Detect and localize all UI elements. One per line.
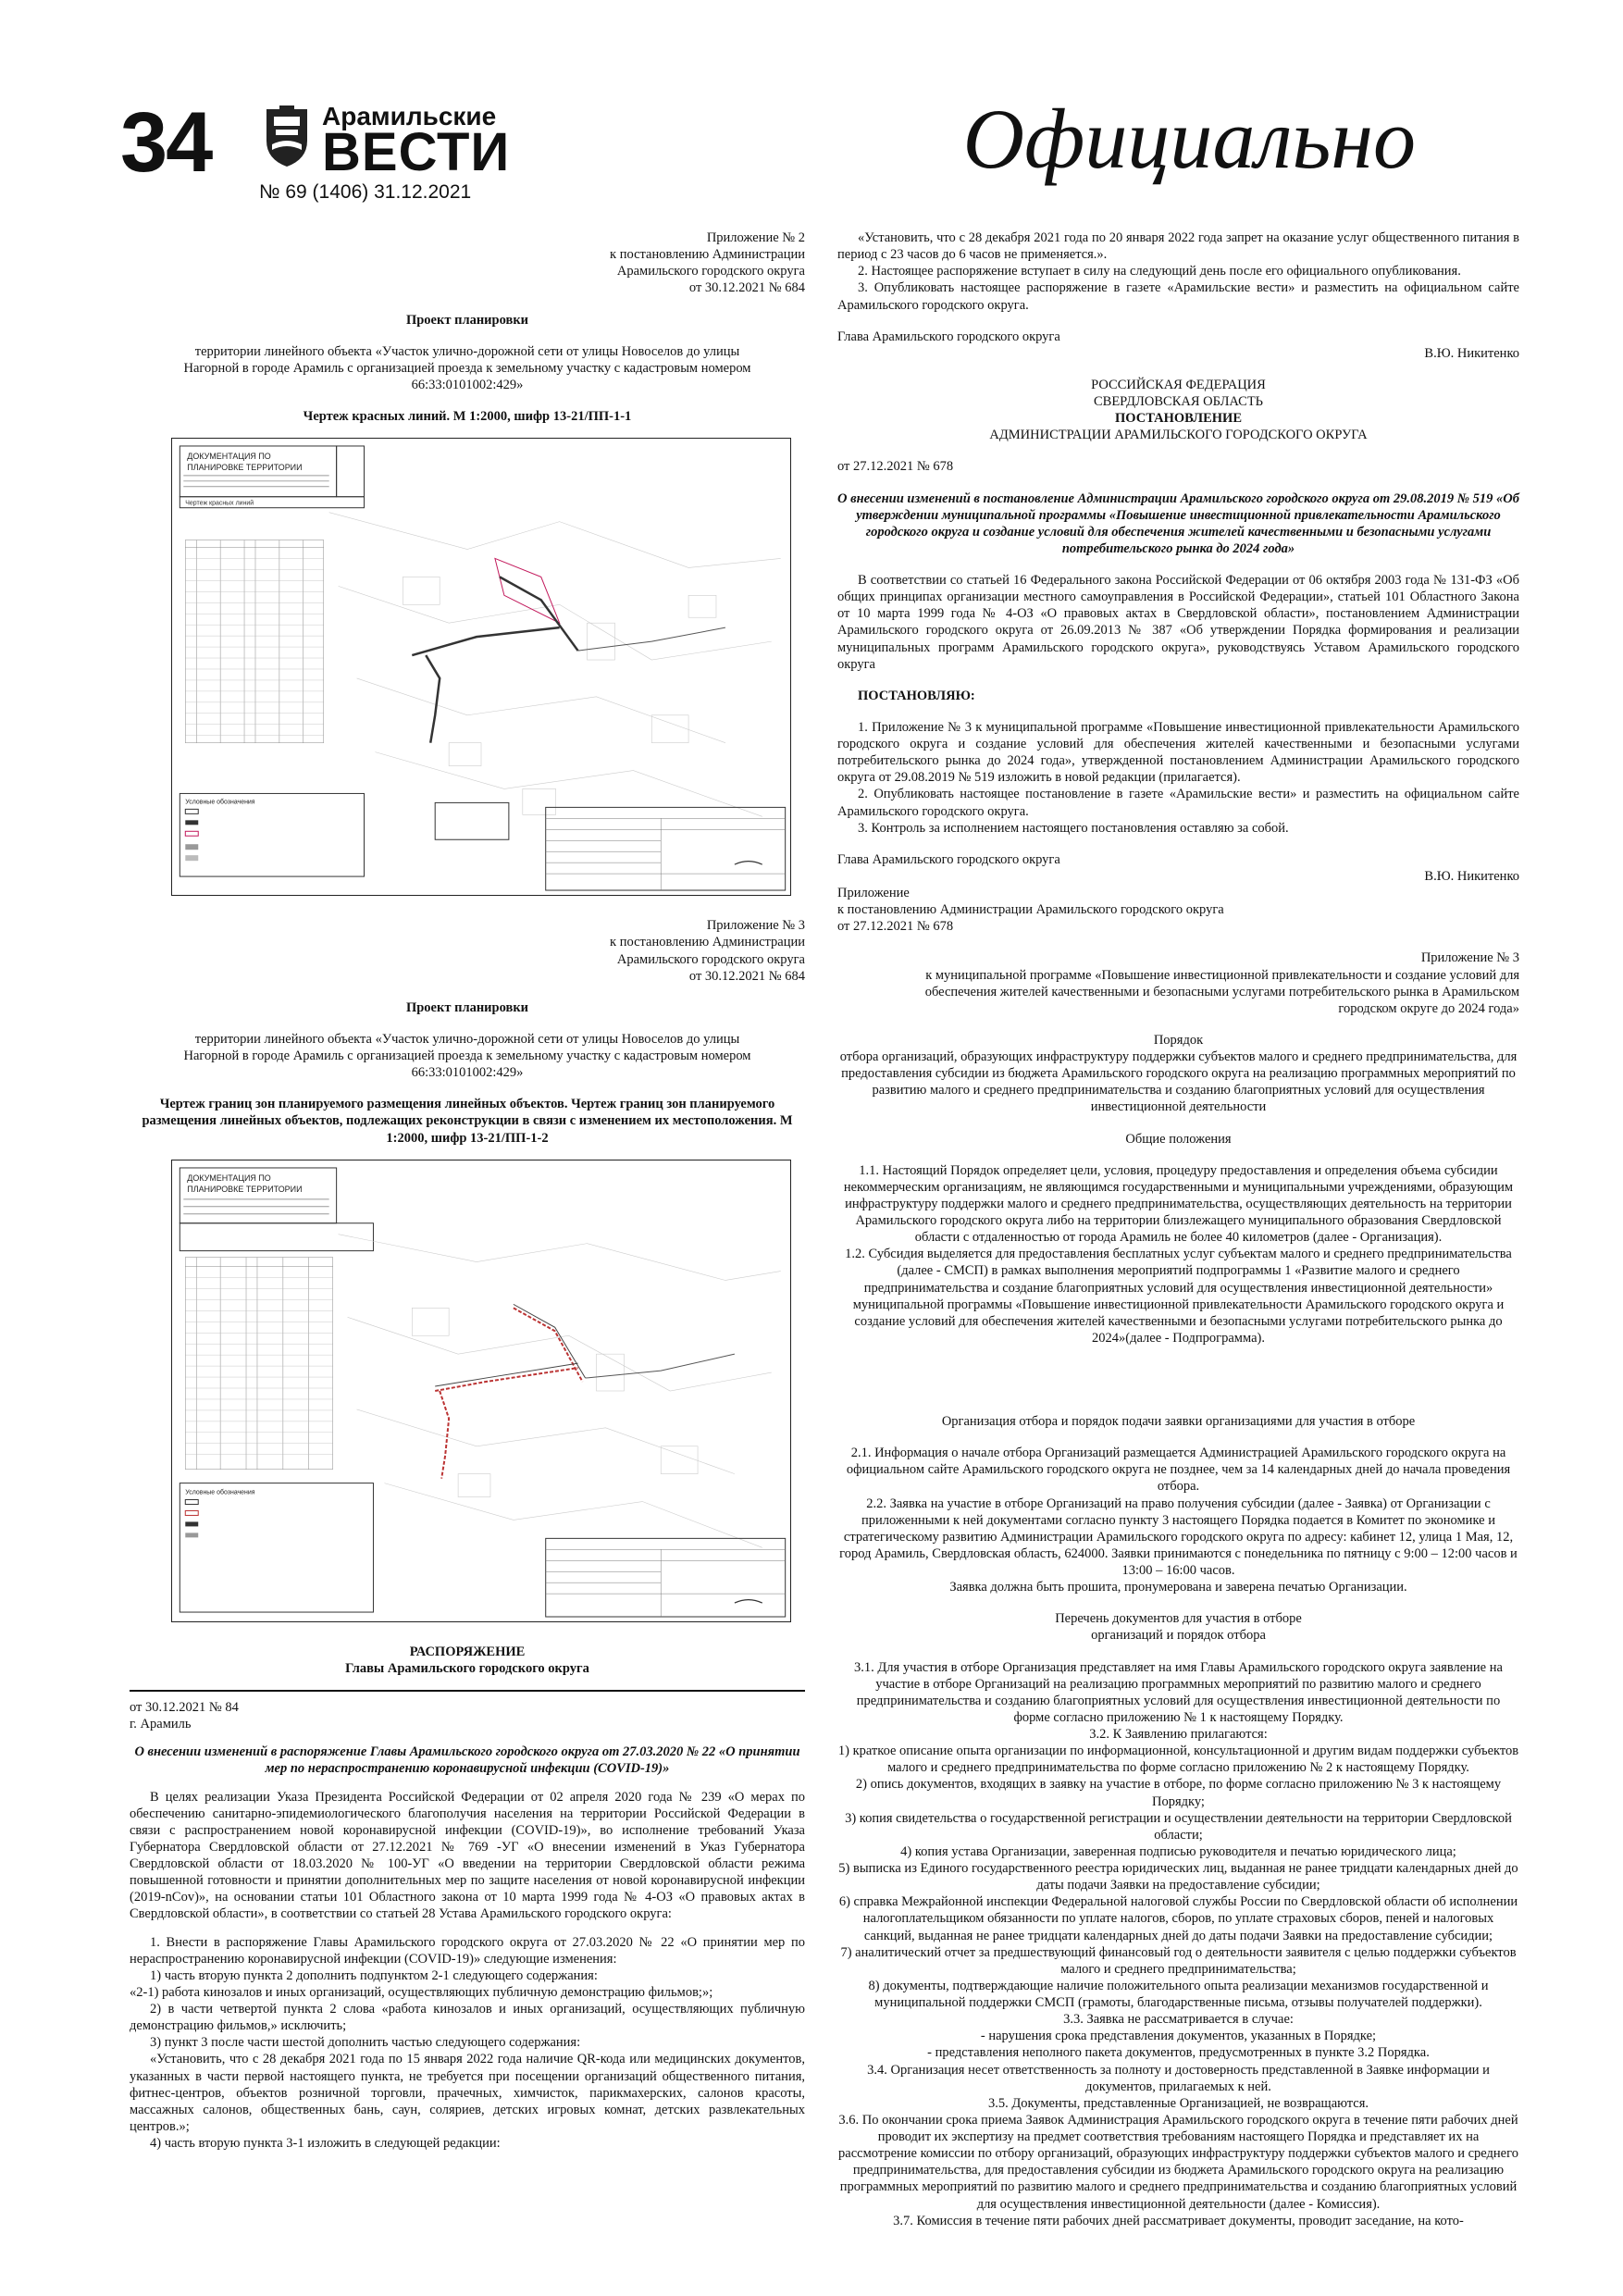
list-item: 6) справка Межрайонной инспекции Федеральной налоговой службы России по Свердловской области об исполнении налогоплательщиком обязанности по уплате налогов, сборов, по уплате страховых сборов, пеней и налоговых санкций, выданная не ранее тридцати календарных дней до даты подачи Заявки на предоставление субсидии; [838, 1894, 1518, 1943]
order-paragraph: В целях реализации Указа Президента Российской Федерации от 02 апреля 2020 года № 239 «О мерах по обеспечению санитарно-эпидемиологического благополучия населения на территории Российской Федерации в связи с распространением новой коронавирусной инфекции (COVID-19)», во исполнение требований Указа Губернатора Свердловской области от 27.12.2021 № 769 -УГ «О внесении изменений в Указ Губернатора Свердловской области от 18.03.2020 № 100-УГ «О введении на территории Свердловской области режима повышенной готовности и принятии дополнительных мер по защите населения от новой коронавирусной инфекции (2019-nCov)», на основании статьи 101 Областного закона от 10 марта 1999 года № 4-ОЗ «О правовых актах в Свердловской области», в соответствии со статьей 28 Устава Арамильского городского округа: [130, 1789, 805, 1922]
order-city: г. Арамиль [130, 1717, 192, 1732]
order-paragraph: 1. Внести в распоряжение Главы Арамильского городского округа от 27.03.2020 № 22 «О принятии мер по нераспространению коронавирусной инфекции (COVID-19)» следующие изменения: [130, 1934, 805, 1967]
appendix-line: Арамильского городского округа [616, 264, 805, 279]
order-paragraph: «Установить, что с 28 декабря 2021 года по 20 января 2022 года запрет на оказание услуг общественного питания в период с 23 часов до 6 часов не применяется.». [837, 230, 1519, 263]
order-paragraph: 3. Опубликовать настоящее распоряжение в газете «Арамильские вести» и разместить на официальном сайте Арамильского городского округа. [837, 280, 1519, 313]
left-column [130, 230, 805, 2152]
appendix-line: к постановлению Администрации [610, 247, 805, 263]
appendix-line: от 30.12.2021 № 684 [688, 280, 805, 296]
legend-title: Условные обозначения [185, 1489, 255, 1496]
organization-title: Организация отбора и порядок подачи заявки организациями для участия в отборе [941, 1414, 1416, 1429]
order-paragraph: 1) часть вторую пункта 2 дополнить подпунктом 2-1 следующего содержания: [150, 1967, 598, 1983]
order-date: от 30.12.2021 № 84 [130, 1700, 239, 1715]
section-paragraph: 3.6. По окончании срока приема Заявок Администрация Арамильского городского округа в течение пяти рабочих дней проводит их экспертизу на предмет соответствия требованиям настоящего Порядка и представляет их на рассмотрение комиссии по отбору организаций, образующих инфраструктуру поддержки субъектов малого и среднего предпринимательства, для предоставления субсидии из бюджета Арамильского городского округа на реализацию программных мероприятий по развитию малого и среднего предпринимательства и созданию благоприятных условий для осуществления инвестиционной деятельности (далее - Комиссия). [838, 2112, 1518, 2212]
general-title: Общие положения [1125, 1131, 1232, 1147]
section-paragraph: 3.7. Комиссия в течение пяти рабочих дней рассматривает документы, проводит заседание, на кото- [893, 2213, 1464, 2228]
order-paragraph: 3) пункт 3 после части шестой дополнить частью следующего содержания: [150, 2035, 581, 2051]
decree-heading: О внесении изменений в постановление Администрации Арамильского городского округа от 29.08.2019 № 519 «Об утверждении муниципальной программы «Повышение инвестиционной привлекательности Арамильского городского округа и создание условий для обеспечения жителей качественными и безопасными услугами потребительского рынка до 2024 года» [837, 490, 1519, 556]
decree-paragraph: 2. Опубликовать настоящее постановление в газете «Арамильские вести» и разместить на официальном сайте Арамильского городского округа. [837, 787, 1519, 819]
project-title-2: Проект планировки [405, 999, 529, 1015]
list-item: - представления неполного пакета документов, предусмотренных в пункте 3.2 Порядка. [927, 2045, 1430, 2061]
project-subtitle: территории линейного объекта «Участок улично-дорожной сети от улицы Новоселов до улицы Нагорной в городе Арамиль с организацией проезда к земельному участку с кадастровым номером 66:33:0101002:429» [183, 343, 751, 392]
stamp-line-1: ДОКУМЕНТАЦИЯ ПО [187, 452, 271, 462]
drawing-2-title: Чертеж границ зон планируемого размещения линейных объектов. Чертеж границ зон планируемого размещения линейных объектов, подлежащих реконструкции в связи с изменением их местоположения. М 1:2000, шифр 13-21/ПП-1-2 [142, 1097, 793, 1146]
appendix-line: Арамильского городского округа [616, 951, 805, 967]
section-paragraph: 2.2. Заявка на участие в отборе Организаций на право получения субсидии (далее - Заявка) от Организации с приложенными к ней документами согласно пункту 3 настоящего Порядка подается в Комитет по экономике и стратегическому развитию Администрации Арамильского городского округа по адресу: кабинет 12, улица 1 Мая, 12, город Арамиль, Свердловская область, 624000. Заявки принимаются с понедельника по пятницу с 9:00 – 12:00 часов и 13:00 – 16:00 часов. [839, 1496, 1518, 1578]
list-item: 2) опись документов, входящих в заявку на участие в отборе, по форме согласно приложению № 3 к настоящему Порядку; [855, 1777, 1502, 1809]
list-item: 3) копия свидетельства о государственной регистрации и осуществлении деятельности на территории Свердловской области; [845, 1810, 1512, 1843]
order-heading: О внесении изменений в распоряжение Главы Арамильского городского округа от 27.03.2020 № 22 «О принятии мер по нераспространению коронавирусной инфекции (COVID-19)» [134, 1744, 800, 1777]
divider [130, 1690, 805, 1692]
order-paragraph: 2) в части четвертой пункта 2 слова «работа кинозалов и иных организаций, осуществляющих публичную демонстрацию фильмов,» исключить; [130, 2002, 805, 2034]
appendix-2-block [130, 230, 805, 297]
list-item: 8) документы, подтверждающие наличие положительного опыта реализации механизмов государственной и муниципальной поддержки СМСП (грамоты, благодарственные письма, отзывы получателей поддержки). [868, 1978, 1489, 2010]
decree-date: от 27.12.2021 № 678 [837, 459, 954, 475]
decree-header-4: АДМИНИСТРАЦИИ АРАМИЛЬСКОГО ГОРОДСКОГО ОКРУГА [989, 428, 1368, 443]
section-paragraph: 2.1. Информация о начале отбора Организаций размещается Администрацией Арамильского городского округа на официальном сайте Арамильского городского округа не позднее, чем за 14 календарных дней до начала проведения отбора. [846, 1446, 1511, 1495]
coat-of-arms-icon [259, 104, 315, 168]
list-item: 5) выписка из Единого государственного реестра юридических лиц, выданная не ранее тридцати календарных дней до даты подачи Заявки на предоставление субсидии; [838, 1861, 1518, 1893]
stamp-line-2: ПЛАНИРОВКЕ ТЕРРИТОРИИ [187, 1184, 303, 1194]
list-item: 4) копия устава Организации, заверенная подписью руководителя и печатью юридического лица; [900, 1843, 1456, 1859]
section-paragraph: 3.3. Заявка не рассматривается в случае: [1063, 2012, 1294, 2028]
red-lines-drawing [171, 438, 791, 896]
section-paragraph: Заявка должна быть прошита, пронумерована и заверена печатью Организации. [949, 1580, 1407, 1595]
decree-header-1: РОССИЙСКАЯ ФЕДЕРАЦИЯ [1091, 377, 1266, 392]
brand-main: ВЕСТИ [322, 122, 511, 182]
appendix-line: к постановлению Администрации [610, 935, 805, 950]
signature-name: В.Ю. Никитенко [1424, 868, 1519, 884]
decree-header-2: СВЕРДЛОВСКАЯ ОБЛАСТЬ [1093, 394, 1264, 409]
brand-top: Арамильские [322, 102, 497, 130]
decree-header-3: ПОСТАНОВЛЕНИЕ [1114, 411, 1242, 427]
right-column [837, 230, 1519, 2229]
stamp-line-1: ДОКУМЕНТАЦИЯ ПО [187, 1173, 271, 1183]
signature-title: Глава Арамильского городского округа [837, 329, 1060, 344]
decree-paragraph: 1. Приложение № 3 к муниципальной программе «Повышение инвестиционной привлекательности Арамильского городского округа и создание условий для обеспечения жителей качественными и безопасными услугами потребительского рынка до 2024 года», утвержденной постановлением Администрации Арамильского городского округа от 29.08.2019 № 519 изложить в новой редакции (прилагается). [837, 719, 1519, 786]
page-number: 34 [120, 95, 212, 190]
appendix-line: от 30.12.2021 № 684 [688, 968, 805, 984]
list-item: 7) аналитический отчет за предшествующий финансовый год о деятельности заявителя с целью поддержки субъектов малого и среднего предпринимательства; [840, 1944, 1517, 1977]
stamp-line-2: ПЛАНИРОВКЕ ТЕРРИТОРИИ [187, 462, 303, 472]
list-item: 1) краткое описание опыта организации по информационной, консультационной и другим видам поддержки субъектов малого и среднего предпринимательства по форме согласно приложению № 2 к настоящему Порядку. [837, 1744, 1519, 1776]
appendix-3-text: к муниципальной программе «Повышение инвестиционной привлекательности и создание условий для обеспечения жителей качественными и безопасными услугами потребительского рынка в Арамильском городском округе до 2024 года» [924, 967, 1519, 1016]
appendix-label: Приложение [837, 886, 910, 900]
decree-paragraph: 3. Контроль за исполнением настоящего постановления оставляю за собой. [858, 820, 1289, 836]
project-subtitle-2: территории линейного объекта «Участок улично-дорожной сети от улицы Новоселов до улицы Нагорной в городе Арамиль с организацией проезда к земельному участку с кадастровым номером 66:33:0101002:429» [183, 1031, 751, 1081]
order-paragraph: «2-1) работа кинозалов и иных организаций, осуществляющих публичную демонстрацию фильмов;»; [130, 1984, 713, 2000]
section-paragraph: 1.2. Субсидия выделяется для предоставления бесплатных услуг субъектам малого и среднего предпринимательства (далее - СМСП) в рамках выполнения мероприятий подпрограммы 1 «Развитие малого и среднего предпринимательства и создание благоприятных условий для осуществления инвестиционной деятельности» муниципальной программы «Повышение инвестиционной привлекательности Арамильского городского округа и создание условий для обеспечения жителей качественными и безопасными услугами потребительского рынка до 2024»(далее - Подпрограмма). [845, 1247, 1512, 1346]
drawing-table-label: Чертеж красных линий [185, 500, 254, 507]
decree-paragraph: В соответствии со статьей 16 Федерального закона Российской Федерации от 06 октября 2003 года № 131-ФЗ «Об общих принципах организации местного самоуправления в Российской Федерации», статьей 101 Областного Закона от 10 марта 1999 года № 4-ОЗ «О правовых актах в Свердловской области», постановлением Администрации Арамильского городского округа от 26.09.2013 № 387 «Об утверждении Порядка формирования и реализации муниципальных программ Арамильского городского округа», руководствуясь Уставом Арамильского городского округа [837, 573, 1519, 672]
signature-name: В.Ю. Никитенко [1424, 345, 1519, 361]
appendix-label: от 27.12.2021 № 678 [837, 919, 954, 935]
appendix-line: Приложение № 3 [706, 918, 805, 934]
order-paragraph: 4) часть вторую пункта 3-1 изложить в следующей редакции: [150, 2136, 501, 2151]
section-paragraph: 3.1. Для участия в отборе Организация представляет на имя Главы Арамильского городского округа заявление на участие в отборе Организаций на реализацию программных мероприятий по развитию малого и среднего предпринимательства и созданию благоприятных условий для осуществления инвестиционной деятельности по форме согласно приложению № 1 к настоящему Порядку. [854, 1659, 1503, 1725]
section-paragraph: 3.2. К Заявлению прилагаются: [1089, 1727, 1268, 1742]
section-paragraph: 3.5. Документы, представленные Организацией, не возвращаются. [987, 2095, 1369, 2111]
section-title: Официально [962, 92, 1416, 186]
issue-number: № 69 (1406) 31.12.2021 [259, 181, 472, 203]
zones-drawing [171, 1160, 791, 1622]
procedure-text: отбора организаций, образующих инфраструктуру поддержки субъектов малого и среднего предпринимательства, для предоставления субсидии из бюджета Арамильского городского округа на реализацию программных мероприятий по развитию малого и среднего предпринимательства и созданию благоприятных условий для осуществления инвестиционной деятельности [839, 1049, 1518, 1115]
order-paragraph: «Установить, что с 28 декабря 2021 года по 15 января 2022 года наличие QR-кода или медицинских документов, указанных в части первой настоящего пункта, не требуется при посещении организаций общественного питания, фитнес-центров, объектов розничной торговли, прачечных, химчисток, парикмахерских, салонов красоты, массажных салонов, общественных бань, саун, соляриев, детских игровых комнат, детских развлекательных центров.»; [130, 2052, 805, 2134]
project-title: Проект планировки [405, 312, 529, 328]
legend-title: Условные обозначения [185, 799, 255, 806]
appendix-label: к постановлению Администрации Арамильского городского округа [837, 902, 1224, 918]
decree-resolve: ПОСТАНОВЛЯЮ: [858, 688, 975, 703]
documents-list-title: Перечень документов для участия в отборе организаций и порядок отбора [1055, 1611, 1302, 1644]
appendix-3-block [130, 917, 805, 985]
masthead [120, 93, 1536, 204]
order-paragraph: 2. Настоящее распоряжение вступает в силу на следующий день после его официального опубликования. [858, 264, 1461, 279]
section-paragraph: 1.1. Настоящий Порядок определяет цели, условия, процедуру предоставления и определения объема субсидии некоммерческим организациям, не являющимся государственными и муниципальными учреждениями, образующим инфраструктуру поддержки малого и среднего предпринимательства, осуществляющих деятельность на территории Арамильского городского округа либо на территории близлежащего муниципального образования Свердловской области с отдаленностью от города Арамиль не более 40 километров (далее - Организация). [843, 1162, 1514, 1246]
appendix-line: Приложение № 2 [706, 230, 805, 245]
section-paragraph: 3.4. Организация несет ответственность за полноту и достоверность представленной в Заявке информации и документов, прилагаемых к ней. [867, 2062, 1490, 2094]
drawing-1-title: Чертеж красных линий. М 1:2000, шифр 13-21/ПП-1-1 [303, 409, 632, 424]
signature-title: Глава Арамильского городского округа [837, 851, 1060, 867]
list-item: - нарушения срока представления документов, указанных в Порядке; [980, 2029, 1377, 2044]
order-subtitle: Главы Арамильского городского округа [345, 1660, 589, 1676]
procedure-title: Порядок [1153, 1032, 1204, 1048]
order-title: РАСПОРЯЖЕНИЕ [409, 1644, 526, 1659]
appendix-3-title: Приложение № 3 [1420, 950, 1519, 966]
